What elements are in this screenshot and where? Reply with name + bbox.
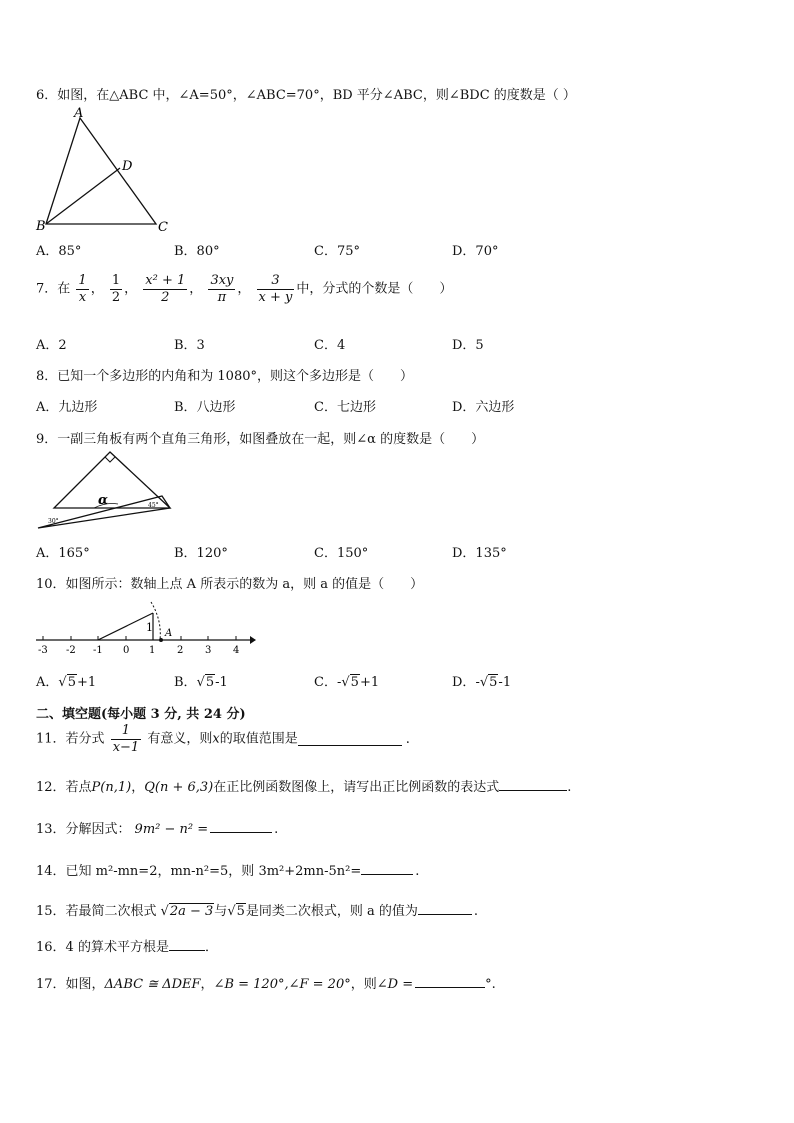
answer-blank-16[interactable]	[169, 938, 205, 951]
label-c: C	[158, 220, 168, 234]
bisector-bd	[46, 168, 120, 224]
q8-option-a: A．九边形	[36, 400, 98, 415]
number-line-arrow	[250, 636, 256, 644]
q10-option-a: A．√5+1	[36, 675, 97, 690]
q8-option-d: D．六边形	[452, 400, 515, 415]
section-2-heading: 二、填空题(每小题 3 分, 共 24 分)	[36, 707, 246, 722]
label-b: B	[36, 219, 46, 234]
question-9-text: 9．一副三角板有两个直角三角形，如图叠放在一起，则∠α 的度数是（ ）	[36, 432, 485, 447]
question-16-text: 16．4 的算术平方根是 ．	[36, 940, 218, 955]
question-14-text: 14．已知 m²-mn=2，mn-n²=5，则 3m²+2mn-5n²= .	[36, 864, 420, 879]
question-8-text: 8．已知一个多边形的内角和为 1080°，则这个多边形是（ ）	[36, 369, 413, 384]
q6-option-c: C．75°	[314, 244, 360, 259]
label-d: D	[122, 159, 133, 174]
q10-option-d: D．-√5-1	[452, 675, 512, 690]
tick-label-neg1: -1	[93, 645, 103, 656]
right-angle-mark	[105, 457, 115, 462]
tick-label-1: 1	[149, 645, 156, 656]
tick-label-3: 3	[205, 645, 212, 656]
tick-label-4: 4	[233, 645, 240, 656]
fraction-x2-plus-1-over-2: $\frac{\text{x² + 1}}{2}$	[145, 273, 186, 305]
q9-option-d: D．135°	[452, 546, 507, 561]
fraction-1-over-2: $\frac{1}{2}$	[111, 273, 121, 305]
q9-option-c: C．150°	[314, 546, 369, 561]
angle-30-label: 30°	[48, 518, 59, 525]
fraction-1-over-x: $\frac{1}{x}$	[78, 273, 87, 305]
question-13-text: 13．分解因式： 9m² − n² = .	[36, 822, 279, 837]
alpha-label: α	[98, 493, 109, 508]
q7-option-a: A．2	[36, 338, 67, 353]
set-square-figure	[34, 450, 179, 534]
angle-45-label: 45°	[148, 502, 159, 509]
answer-blank-12[interactable]	[499, 778, 567, 791]
answer-blank-11[interactable]	[298, 733, 402, 746]
fraction-1-over-x-minus-1: $\frac{1}{x-1}$	[112, 723, 140, 755]
tick-label-neg3: -3	[38, 645, 48, 656]
q10-option-b: B．√5-1	[174, 675, 228, 690]
question-11-text: 11．若分式 $\frac{1}{x-1}$ 有意义，则x的取值范围是 .	[36, 723, 410, 755]
answer-blank-15[interactable]	[418, 902, 472, 915]
question-12-text: 12．若点P(n,1)，Q(n + 6,3)在正比例函数图像上，请写出正比例函数的表达式 .	[36, 780, 572, 795]
q7-option-d: D．5	[452, 338, 484, 353]
q7-option-b: B．3	[174, 338, 205, 353]
triangle-abc-figure	[34, 104, 174, 234]
question-15-text: 15．若最简二次根式 √2a − 3与√5是同类二次根式，则 a 的值为 .	[36, 904, 479, 919]
height-one-label: 1	[146, 621, 153, 634]
number-line-figure	[34, 596, 258, 658]
point-a	[159, 638, 163, 642]
question-6-text: 6．如图，在△ABC 中，∠A=50°，∠ABC=70°，BD 平分∠ABC，则∠BDC 的度数是（ ）	[36, 88, 576, 103]
answer-blank-14[interactable]	[361, 862, 413, 875]
hypotenuse-line	[98, 613, 153, 640]
fraction-3xy-over-pi: $\frac{3xy}{\pi}$	[210, 273, 234, 305]
triangle-abc	[46, 118, 156, 224]
tick-label-0: 0	[123, 645, 130, 656]
q10-option-c: C．-√5+1	[314, 675, 380, 690]
q6-option-d: D．70°	[452, 244, 499, 259]
answer-blank-17[interactable]	[415, 975, 485, 988]
q8-option-c: C．七边形	[314, 400, 376, 415]
fraction-3-over-x-plus-y: $\frac{3}{x + y}$	[258, 273, 293, 305]
point-a-label: A	[165, 628, 173, 639]
q8-option-b: B．八边形	[174, 400, 236, 415]
q9-option-b: B．120°	[174, 546, 228, 561]
tick-label-neg2: -2	[66, 645, 76, 656]
question-10-text: 10．如图所示：数轴上点 A 所表示的数为 a，则 a 的值是（ ）	[36, 577, 424, 592]
q6-option-a: A．85°	[36, 244, 82, 259]
question-7-text: 7．在 $\frac{1}{x}$ ， $\frac{1}{2}$ ， $\frac{\text{x² + 1}}{2}$ ， $\frac{3xy}{\pi}$ ， $\frac{3}{x + y}$ 中，分式的个数是（ ）	[36, 273, 453, 305]
label-a: A	[74, 106, 84, 121]
question-17-text: 17．如图，ΔABC ≅ ΔDEF，∠B = 120°,∠F = 20°，则∠D = °.	[36, 977, 496, 992]
q7-option-c: C．4	[314, 338, 346, 353]
q6-option-b: B．80°	[174, 244, 220, 259]
answer-blank-13[interactable]	[210, 820, 272, 833]
q9-option-a: A．165°	[36, 546, 90, 561]
tick-label-2: 2	[177, 645, 184, 656]
